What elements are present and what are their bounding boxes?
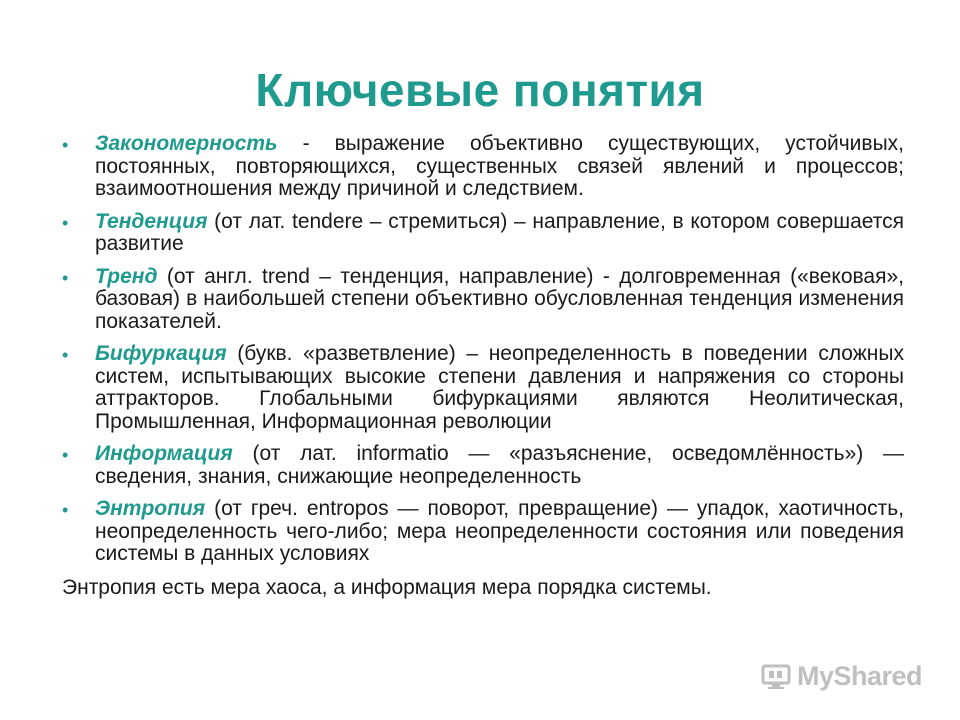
term-label: Информация [95,442,233,465]
list-item-bifurkatsiya [62,343,904,433]
term-label: Тенденция [95,209,208,233]
slide-content [62,133,904,600]
list-item-trend [62,266,904,334]
bullet-icon: • [62,135,69,155]
term-label: Тренд [95,264,158,288]
closing-statement: Энтропия есть мера хаоса, а информация мера порядка системы. [62,575,712,599]
term-definition: (букв. «разветвление) – неопределенность в поведении сложных систем, испытывающих высокие степени давления и напряжения со стороны аттракторов. Глобальными бифуркациями являются Неолитическая, Промышленная, Информационная революции [95,342,904,433]
bullet-icon: • [62,267,69,288]
term-definition: (от англ. trend – тенденция, направление) - долговременная («вековая», базовая) в наибольшей степени объективно обусловленная тенденция изменения показателей. [95,264,904,333]
bullet-icon: • [62,212,69,233]
bullet-icon: • [62,500,69,520]
term-label: Энтропия [95,497,206,520]
term-definition: (от греч. entropos — поворот, превращение) — упадок, хаотичность, неопределенность чего-либо; мера неопределенности состояния или поведения системы в данных условиях [95,497,904,565]
list-item-entropiya [62,498,904,566]
monitor-icon [761,664,791,690]
list-item-tendentsiya [62,211,904,256]
list-item-zakonomernost [62,133,904,201]
term-list [62,133,904,566]
bullet-icon: • [62,345,69,365]
term-label: Бифуркация [95,342,227,365]
watermark-text: MyShared [796,661,922,691]
list-item-informatsiya [62,443,904,488]
term-definition: (от лат. tendere – стремиться) – направление, в котором совершается развитие [95,209,904,255]
slide-title: Ключевые понятия [255,64,705,116]
term-definition: (от лат. informatio — «разъяснение, осведомлённость») — сведения, знания, снижающие неопределенность [95,442,904,488]
watermark [761,661,922,692]
term-label: Закономерность [95,132,278,155]
bullet-icon: • [62,445,69,465]
term-definition: - выражение объективно существующих, устойчивых, постоянных, повторяющихся, существенных связей явлений и процессов; взаимоотношения между причиной и следствием. [95,132,904,200]
